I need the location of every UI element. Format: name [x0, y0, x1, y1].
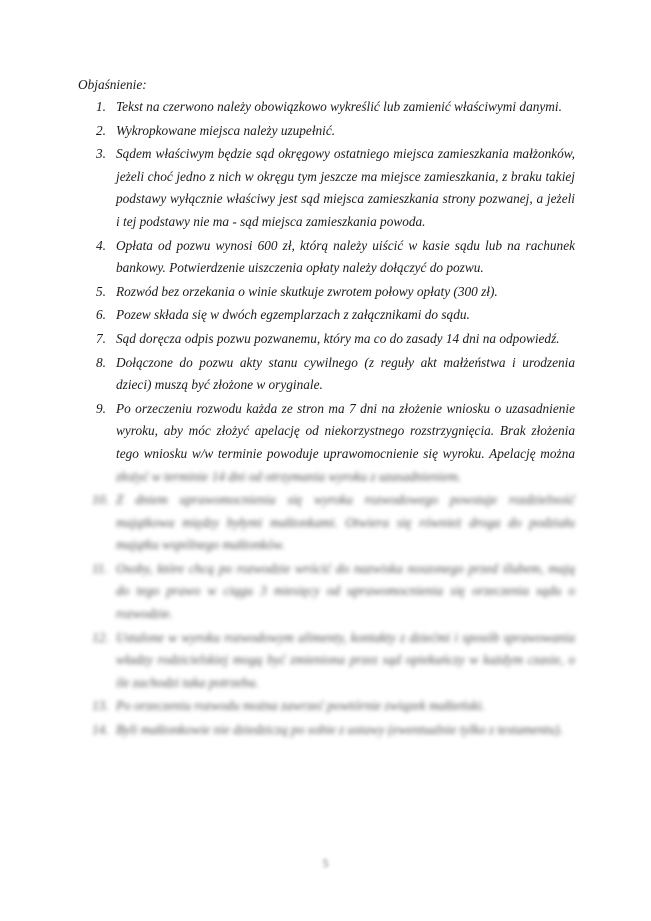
item-number: 10.	[92, 492, 109, 508]
list-item	[78, 489, 575, 557]
item-text: Dołączone do pozwu akty stanu cywilnego (z reguły akt małżeństwa i urodzenia dzieci) muszą być złożone w oryginale.	[116, 354, 575, 393]
section-heading: Objaśnienie:	[78, 77, 147, 92]
item-number: 5.	[96, 283, 106, 299]
item-text: Po orzeczeniu rozwodu każda ze stron ma 7 dni na złożenie wniosku o uzasadnienie wyroku, aby móc złożyć apelację od niekorzystnego rozstrzygnięcia. Brak złożenia tego wniosku w/w terminie powoduje uprawomocnienie się wyroku. Apelację można	[116, 400, 575, 461]
list-item	[78, 304, 575, 327]
item-number: 1.	[96, 99, 106, 114]
notes-list	[78, 96, 575, 743]
item-text: Rozwód bez orzekania o winie skutkuje zwrotem połowy opłaty (300 zł).	[116, 283, 498, 299]
list-item	[78, 235, 575, 280]
list-item	[78, 398, 575, 488]
list-item	[78, 352, 575, 397]
item-text: Sąd doręcza odpis pozwu pozwanemu, który ma co do zasady 14 dni na odpowiedź.	[116, 330, 560, 346]
item-number: 14.	[92, 722, 109, 738]
item-text: Byli małżonkowie nie dziedziczą po sobie z ustawy (ewentualnie tylko z testamentu).	[116, 722, 563, 738]
item-text: Ustalone w wyroku rozwodowym alimenty, kontakty z dziećmi i sposób sprawowania władzy rodzicielskiej mogą być zmieniona przez sąd opiekuńczy w każdym czasie, o ile zachodzi taka potrzeba.	[116, 629, 575, 690]
item-number: 7.	[96, 330, 106, 346]
item-number: 9.	[96, 400, 106, 416]
list-item	[78, 328, 575, 351]
item-number: 12.	[92, 629, 109, 645]
list-item	[78, 96, 575, 119]
item-text: Sądem właściwym będzie sąd okręgowy ostatniego miejsca zamieszkania małżonków, jeżeli choć jedno z nich w okręgu tym jeszcze ma miejsce zamieszkania, z braku takiej podstawy wyłącznie właściwy jest sąd miejsca zamieszkania strony pozwanej, a jeżeli i tej podstawy nie ma - sąd miejsca zamieszkania powoda.	[116, 146, 575, 229]
item-text: Po orzeczeniu rozwodu można zawrzeć powtórnie związek małżeński.	[116, 698, 485, 714]
item-text-blurred: złożyć w terminie 14 dni od otrzymania wyroku z uzasadnieniem.	[116, 468, 462, 484]
item-text: Pozew składa się w dwóch egzemplarzach z załącznikami do sądu.	[116, 307, 470, 323]
item-text: Z dniem uprawomocnienia się wyroku rozwodowego powstaje rozdzielność majątkowa między byłymi małżonkami. Otwiera się również droga do podziału majątku wspólnego małżonków.	[116, 492, 575, 553]
item-text: Tekst na czerwono należy obowiązkowo wykreślić lub zamienić właściwymi danymi.	[116, 99, 562, 114]
list-item	[78, 281, 575, 304]
list-item	[78, 120, 575, 143]
item-number: 4.	[96, 237, 106, 253]
item-number: 6.	[96, 307, 106, 323]
item-number: 13.	[92, 698, 109, 714]
list-item	[78, 558, 575, 626]
item-number: 3.	[96, 146, 106, 162]
item-text: Opłata od pozwu wynosi 600 zł, którą należy uiścić w kasie sądu lub na rachunek bankowy. Potwierdzenie uiszczenia opłaty należy dołączyć do pozwu.	[116, 237, 575, 276]
item-text: Osoby, które chcą po rozwodzie wrócić do nazwiska noszonego przed ślubem, mają do tego prawo w ciągu 3 miesięcy od uprawomocnienia się orzeczenia sądu o rozwodzie.	[116, 560, 575, 622]
item-number: 11.	[92, 560, 108, 576]
list-item	[78, 143, 575, 233]
list-item	[78, 695, 575, 718]
item-number: 2.	[96, 122, 106, 138]
list-item	[78, 719, 575, 742]
item-number: 8.	[96, 354, 106, 370]
list-item	[78, 627, 575, 695]
page-number: 5	[322, 856, 329, 870]
item-text: Wykropkowane miejsca należy uzupełnić.	[116, 122, 336, 138]
